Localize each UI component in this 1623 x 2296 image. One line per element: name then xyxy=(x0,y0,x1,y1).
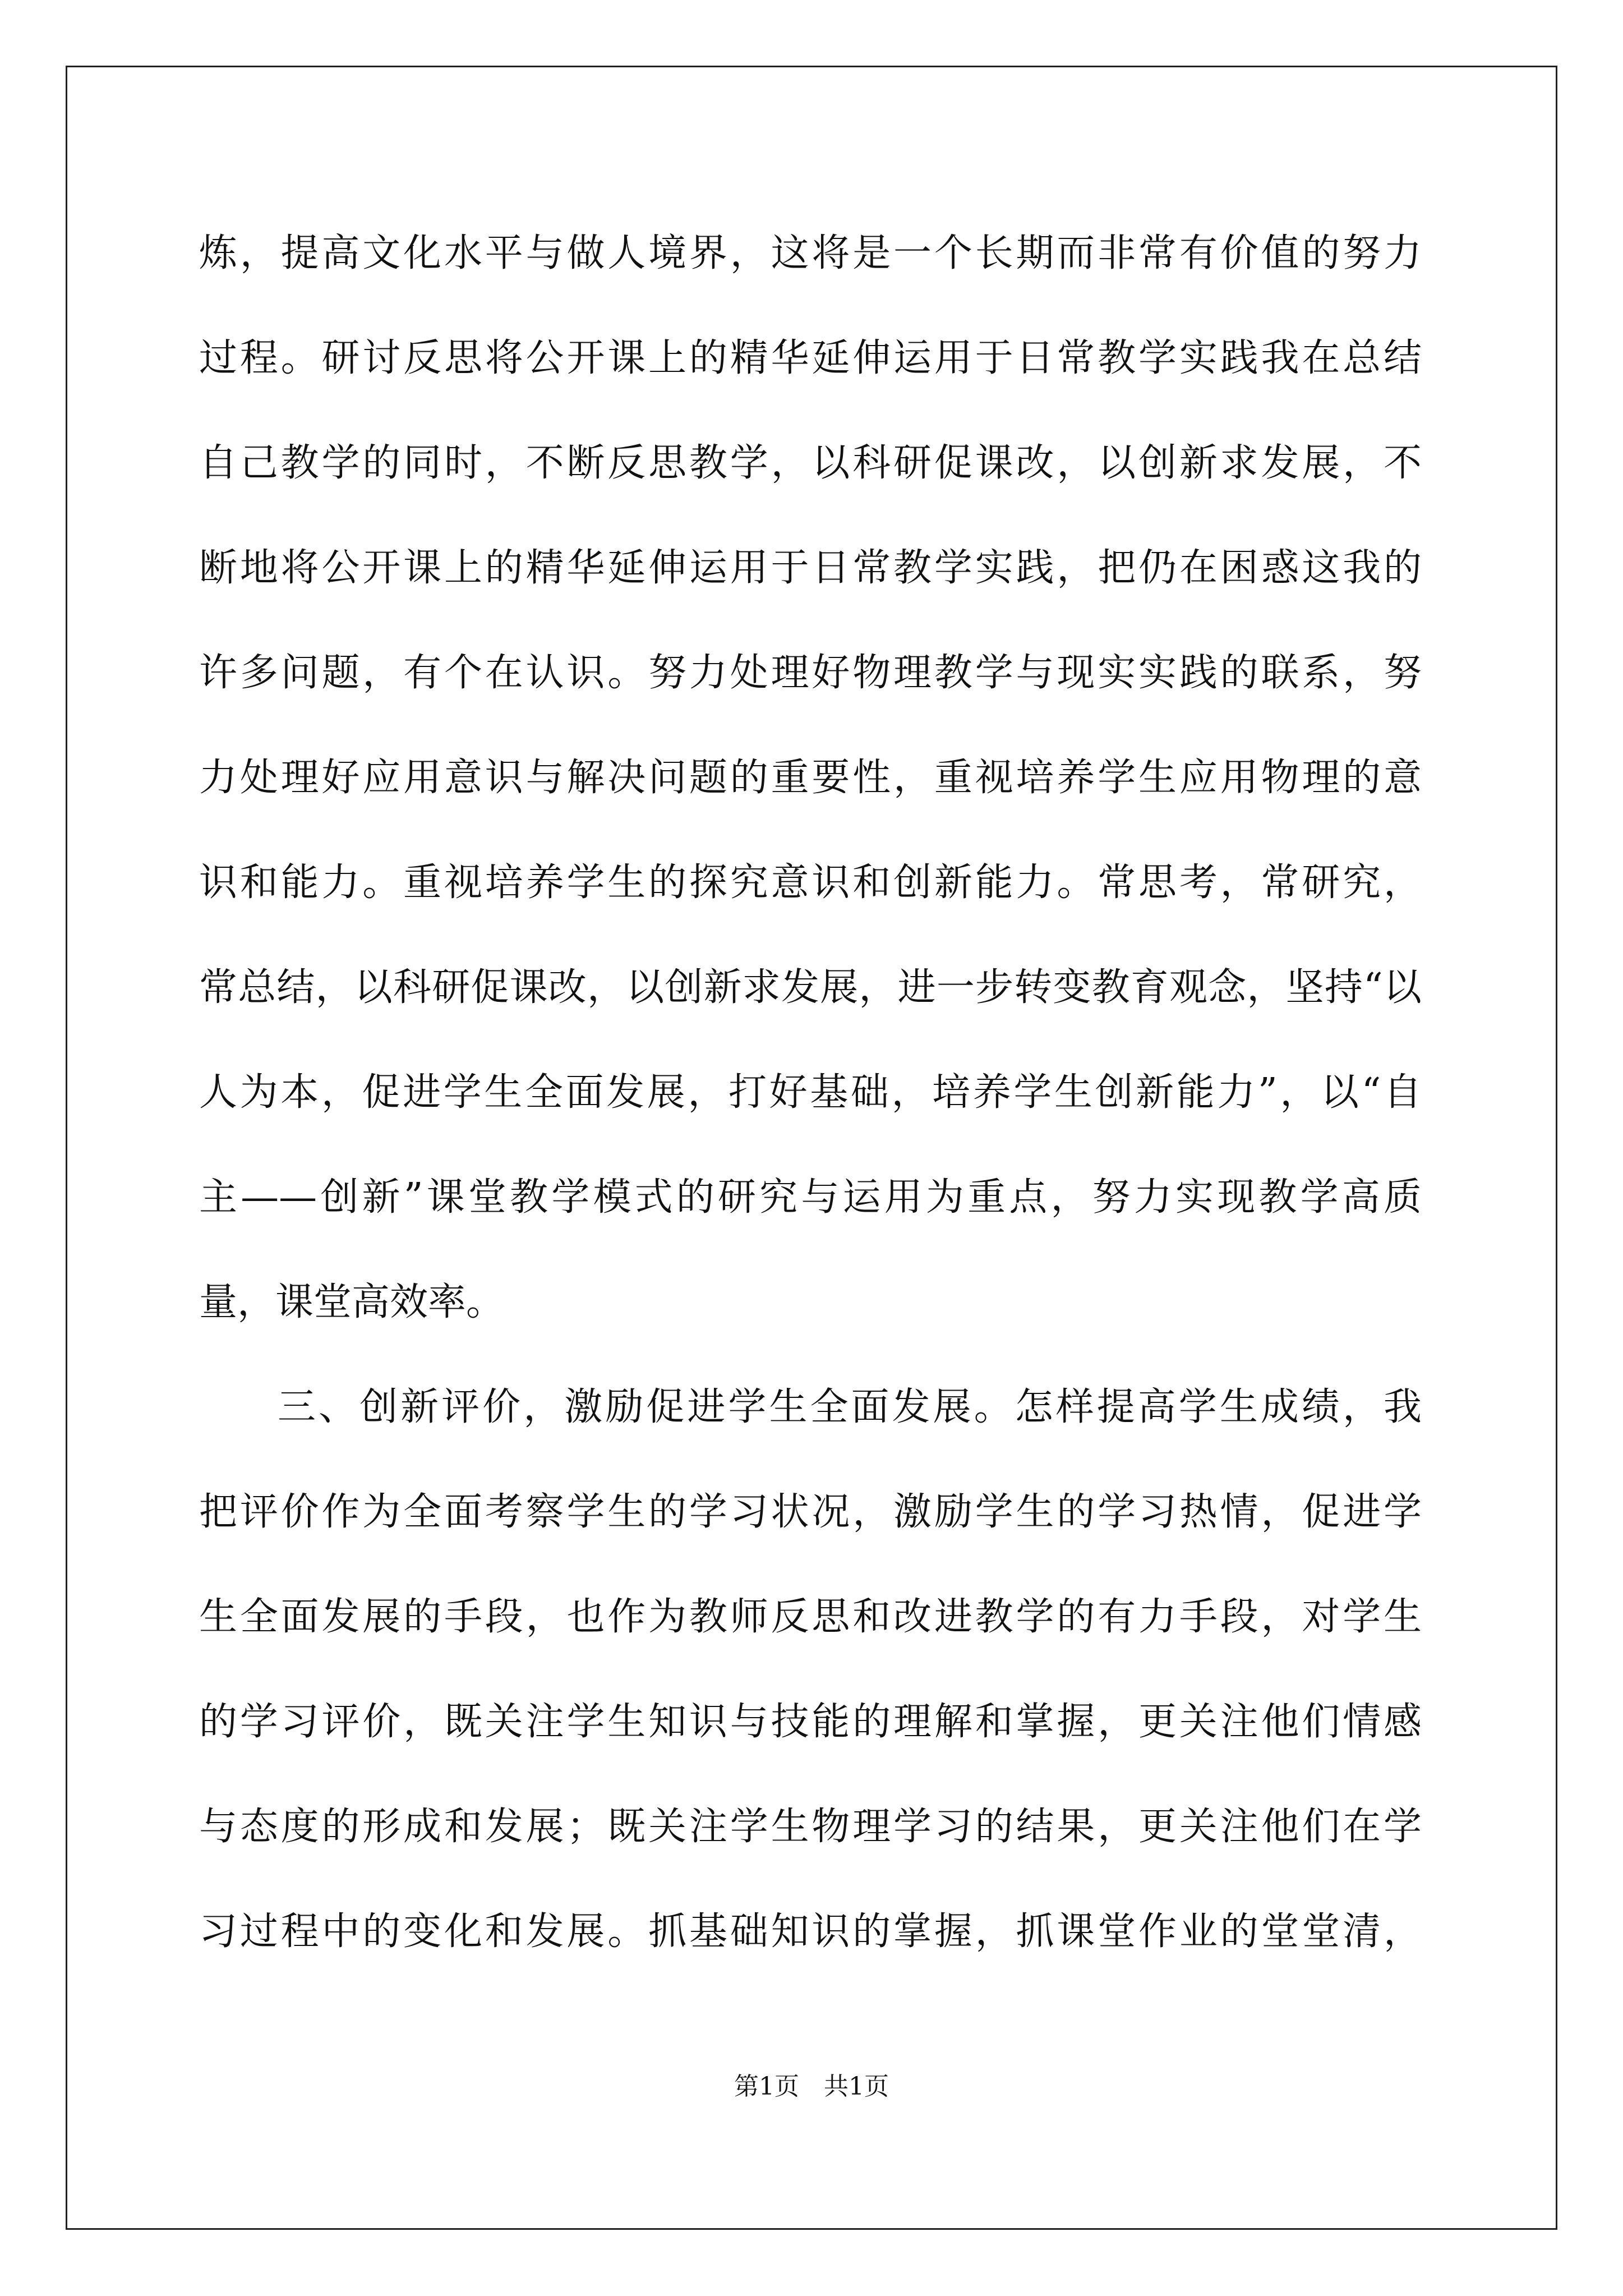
text-line: 断地将公开课上的精华延伸运用于日常教学实践，把仍在困惑这我的 xyxy=(199,546,1422,590)
text-line: 与态度的形成和发展；既关注学生物理学习的结果，更关注他们在学 xyxy=(199,1805,1422,1849)
text-line: 三、创新评价，激励促进学生全面发展。怎样提高学生成绩，我 xyxy=(278,1385,1422,1429)
text-line: 人为本，促进学生全面发展，打好基础，培养学生创新能力”，以“自 xyxy=(199,1070,1422,1115)
text-line: 识和能力。重视培养学生的探究意识和创新能力。常思考，常研究， xyxy=(199,861,1422,905)
text-line: 把评价作为全面考察学生的学习状况，激励学生的学习热情，促进学 xyxy=(199,1490,1422,1534)
text-line: 习过程中的变化和发展。抓基础知识的掌握，抓课堂作业的堂堂清， xyxy=(199,1910,1422,1954)
text-line: 过程。研讨反思将公开课上的精华延伸运用于日常教学实践我在总结 xyxy=(199,336,1422,380)
text-line: 生全面发展的手段，也作为教师反思和改进教学的有力手段，对学生 xyxy=(199,1595,1422,1639)
text-line: 许多问题，有个在认识。努力处理好物理教学与现实实践的联系，努 xyxy=(199,651,1422,695)
text-line: 常总结，以科研促课改，以创新求发展，进一步转变教育观念，坚持“以 xyxy=(199,965,1422,1010)
text-line: 主——创新”课堂教学模式的研究与运用为重点，努力实现教学高质 xyxy=(199,1175,1422,1220)
text-line: 的学习评价，既关注学生知识与技能的理解和掌握，更关注他们情感 xyxy=(199,1700,1422,1744)
text-line: 自己教学的同时，不断反思教学，以科研促课改，以创新求发展，不 xyxy=(199,441,1422,485)
page-number: 第1页 共1页 xyxy=(734,2072,889,2101)
text-line: 力处理好应用意识与解决问题的重要性，重视培养学生应用物理的意 xyxy=(199,756,1422,800)
text-line: 量，课堂高效率。 xyxy=(199,1280,505,1324)
text-line: 炼，提高文化水平与做人境界，这将是一个长期而非常有价值的努力 xyxy=(199,231,1422,275)
